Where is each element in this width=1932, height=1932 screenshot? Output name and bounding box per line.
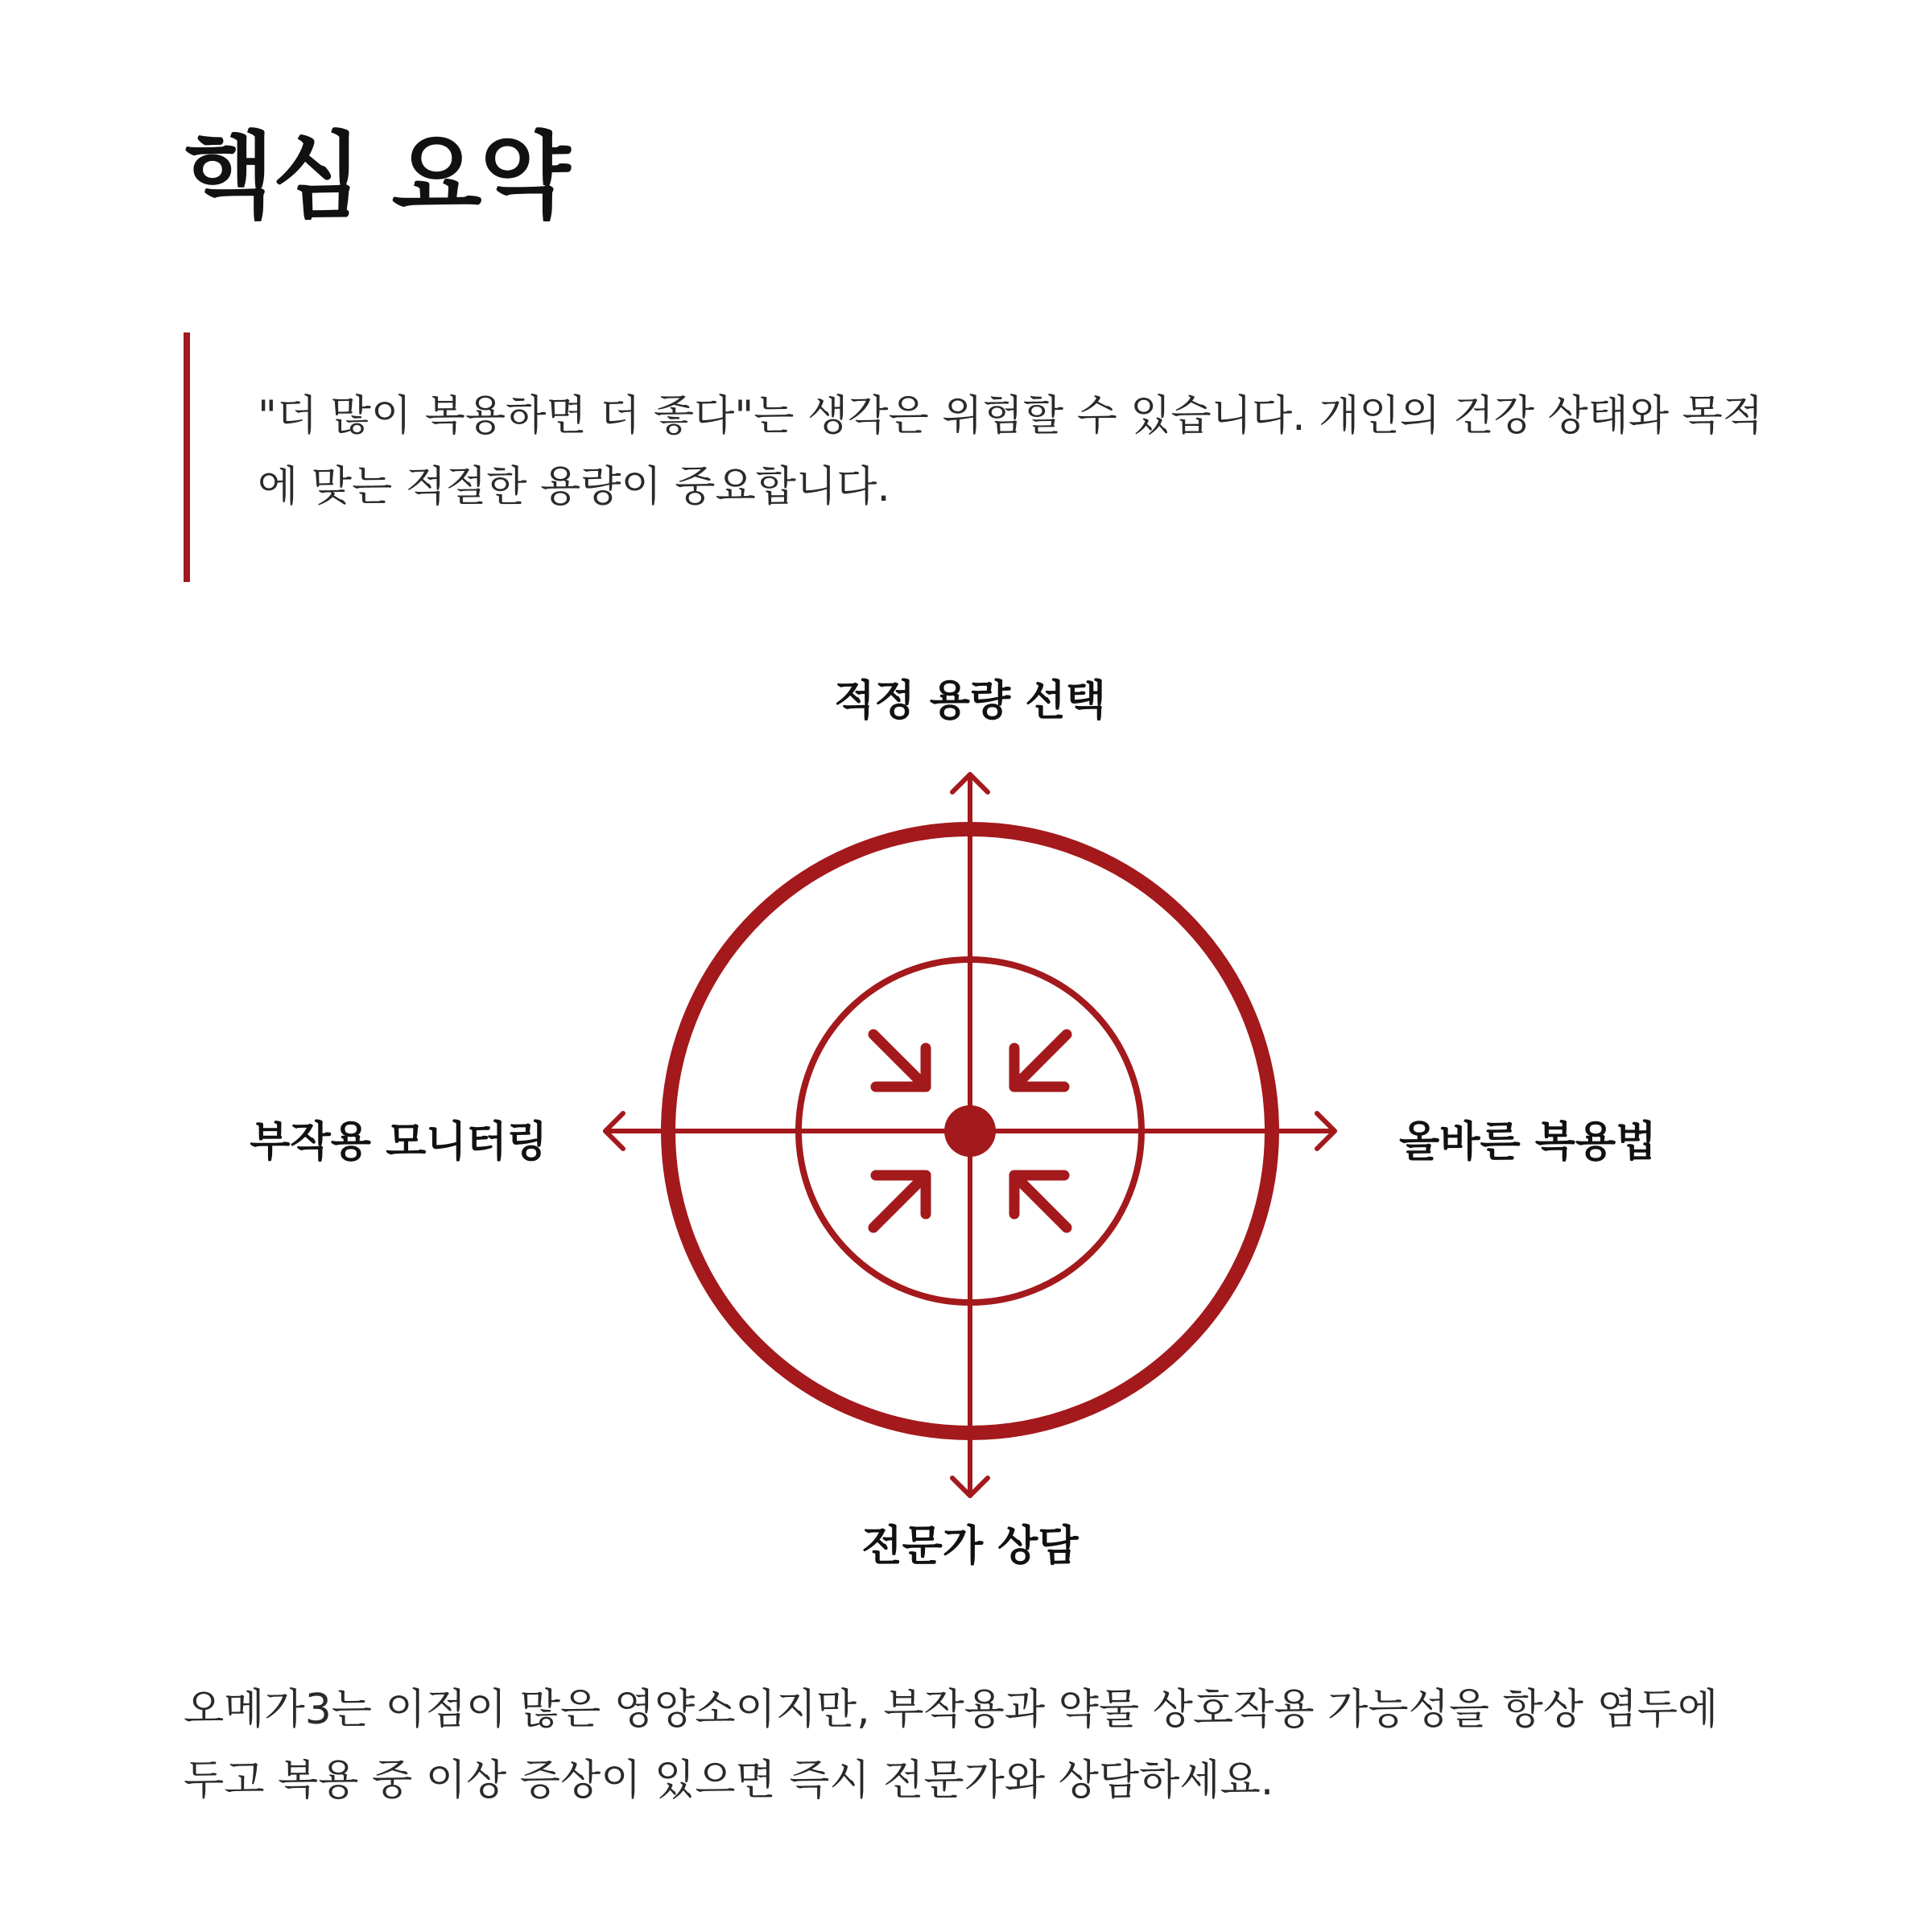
- label-optimal-dose: 적정 용량 선택: [834, 677, 1106, 725]
- label-expert-consult: 전문가 상담: [861, 1522, 1079, 1571]
- summary-text: 오메가3는 이점이 많은 영양소이지만, 부작용과 약물 상호작용 가능성을 항상 염두에 두고 복용 중 이상 증상이 있으면 즉시 전문가와 상담하세요.: [184, 1686, 1719, 1805]
- target-diagram: [0, 628, 1932, 1610]
- label-side-effect-monitoring: 부작용 모니터링: [250, 1118, 547, 1166]
- center-dot-icon: [944, 1105, 996, 1157]
- page-title: 핵심 요약: [184, 122, 569, 231]
- callout-quote: [184, 332, 1764, 582]
- quote-text: "더 많이 복용하면 더 좋다"는 생각은 위험할 수 있습니다. 개인의 건강 상태와 목적에 맞는 적절한 용량이 중요합니다.: [258, 392, 1764, 511]
- label-correct-usage: 올바른 복용법: [1399, 1118, 1657, 1166]
